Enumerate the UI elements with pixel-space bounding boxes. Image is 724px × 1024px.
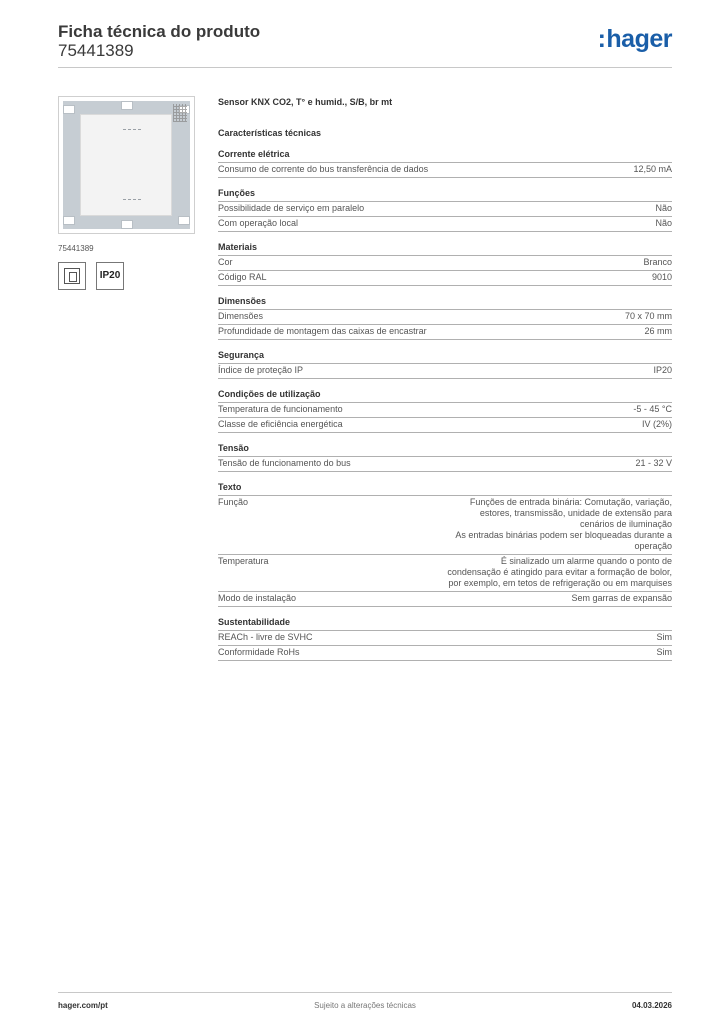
spec-value: Não — [655, 203, 672, 213]
spec-row — [218, 364, 672, 379]
spec-label: Modo de instalação — [218, 593, 297, 603]
product-image — [58, 96, 195, 234]
spec-value: Branco — [643, 257, 672, 267]
sensor-frame — [63, 101, 190, 229]
spec-label: Tensão de funcionamento do bus — [218, 458, 351, 468]
spec-row — [218, 202, 672, 217]
spec-value: Não — [655, 218, 672, 228]
spec-label: Profundidade de montagem das caixas de encastrar — [218, 326, 427, 336]
spec-label: Dimensões — [218, 311, 264, 321]
ip20-badge: IP20 — [96, 262, 124, 290]
spec-value: 9010 — [651, 272, 672, 282]
spec-section — [218, 187, 672, 232]
spec-section — [218, 148, 672, 178]
product-number-heading: 75441389 — [58, 41, 134, 60]
spec-value: 12,50 mA — [633, 164, 672, 174]
spec-row — [218, 217, 672, 232]
section-title: Condições de utilização — [218, 388, 672, 403]
spec-section — [218, 241, 672, 286]
sensor-cover — [80, 114, 172, 216]
spec-label: Com operação local — [218, 218, 299, 228]
section-title: Texto — [218, 481, 672, 496]
spec-label: Temperatura de funcionamento — [218, 404, 343, 414]
section-title: Dimensões — [218, 295, 672, 310]
spec-row — [218, 646, 672, 661]
flush-mount-icon — [58, 262, 86, 290]
spec-section — [218, 481, 672, 607]
spec-row — [218, 457, 672, 472]
logo-text: hager — [606, 25, 672, 53]
spec-content — [218, 96, 672, 661]
spec-label: Função — [218, 497, 249, 507]
spec-value: IV (2%) — [641, 419, 672, 429]
spec-label: Índice de proteção IP — [218, 365, 304, 375]
knx-grid-icon — [173, 104, 187, 122]
spec-row — [218, 310, 672, 325]
spec-row — [218, 403, 672, 418]
spec-row — [218, 496, 672, 555]
footer-date: 04.03.2026 — [631, 1001, 672, 1010]
spec-row — [218, 631, 672, 646]
spec-section — [218, 388, 672, 433]
spec-section — [218, 295, 672, 340]
section-title: Materiais — [218, 241, 672, 256]
page-header — [58, 20, 672, 68]
spec-value: Sem garras de expansão — [571, 593, 672, 603]
spec-value: IP20 — [653, 365, 672, 375]
spec-section — [218, 442, 672, 472]
spec-value: Sim — [656, 647, 672, 657]
spec-value: Sim — [656, 632, 672, 642]
spec-label: Possibilidade de serviço em paralelo — [218, 203, 365, 213]
spec-label: Código RAL — [218, 272, 267, 282]
spec-value: 26 mm — [644, 326, 672, 336]
section-title: Corrente elétrica — [218, 148, 672, 163]
spec-label: Classe de eficiência energética — [218, 419, 343, 429]
section-title: Tensão — [218, 442, 672, 457]
product-code-label: 75441389 — [58, 244, 94, 253]
tech-characteristics-heading: Características técnicas — [218, 128, 322, 138]
spec-label: Conformidade RoHs — [218, 647, 300, 657]
product-name: Sensor KNX CO2, T° e humid., S/B, br mt — [218, 97, 393, 107]
spec-value: 21 - 32 V — [635, 458, 672, 468]
section-title: Funções — [218, 187, 672, 202]
spec-label: Temperatura — [218, 556, 269, 566]
section-title: Segurança — [218, 349, 672, 364]
page-footer — [58, 992, 672, 1013]
spec-row — [218, 592, 672, 607]
spec-value: 70 x 70 mm — [624, 311, 672, 321]
spec-label: REACh - livre de SVHC — [218, 632, 313, 642]
spec-row — [218, 555, 672, 592]
hager-logo: :hager — [597, 25, 672, 53]
spec-value: Funções de entrada binária: Comutação, variação, estores, transmissão, unidade de extensão para cenários de iluminação As entradas binárias podem ser bloqueadas durante a operação — [455, 497, 672, 551]
spec-value: É sinalizado um alarme quando o ponto de condensação é atingido para evitar a formação de bolor, por exemplo, em tetos de refrigeração ou em marquises — [447, 556, 672, 588]
spec-row — [218, 418, 672, 433]
footer-notice: Sujeito a alterações técnicas — [314, 1001, 416, 1010]
spec-sections — [218, 148, 672, 661]
footer-website: hager.com/pt — [58, 1001, 108, 1010]
spec-label: Consumo de corrente do bus transferência de dados — [218, 164, 429, 174]
spec-label: Cor — [218, 257, 233, 267]
spec-row — [218, 271, 672, 286]
spec-section — [218, 616, 672, 661]
section-title: Sustentabilidade — [218, 616, 672, 631]
page-title: Ficha técnica do produto — [58, 22, 261, 41]
spec-value: -5 - 45 °C — [633, 404, 672, 414]
spec-section — [218, 349, 672, 379]
spec-row — [218, 163, 672, 178]
spec-row — [218, 256, 672, 271]
spec-row — [218, 325, 672, 340]
